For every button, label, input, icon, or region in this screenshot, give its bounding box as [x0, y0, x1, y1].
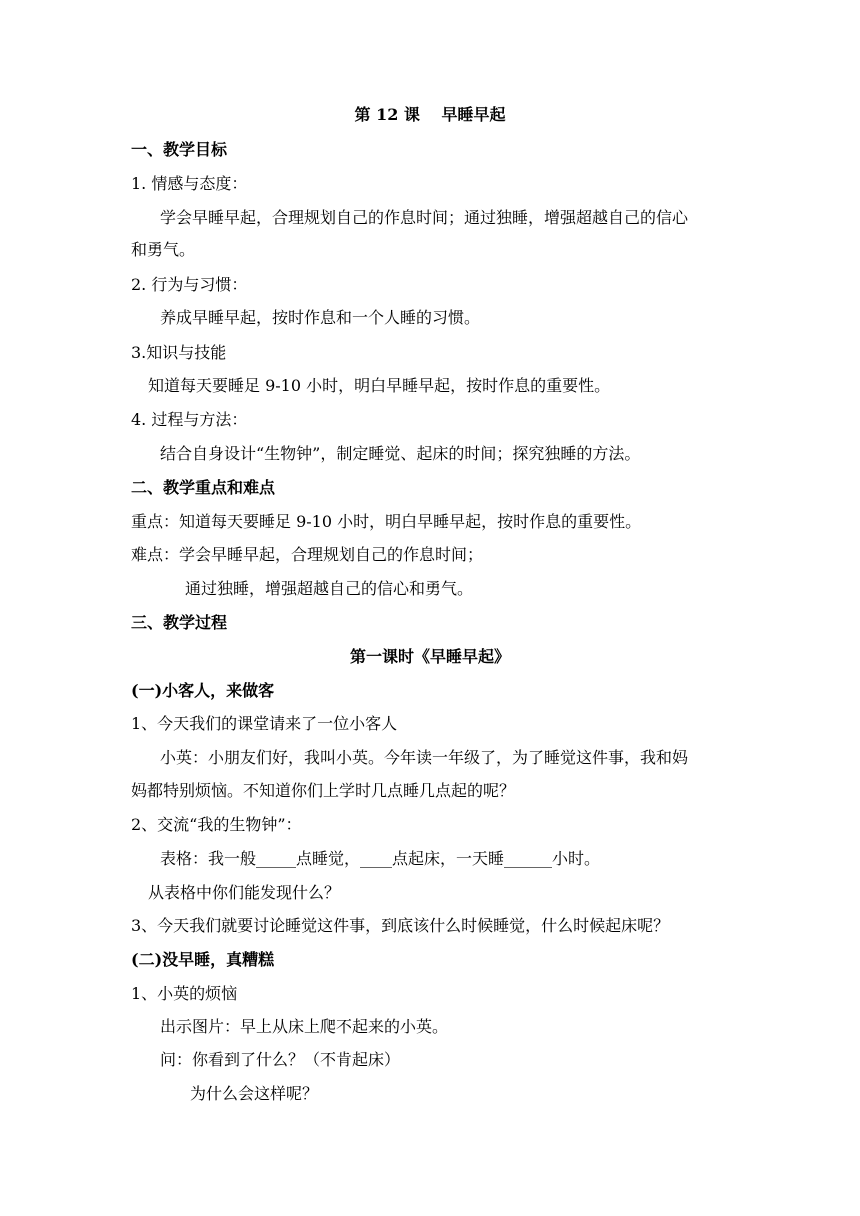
part-1-step-2: 2、交流“我的生物钟”：: [131, 815, 302, 834]
goal-2-text: 养成早睡早起，按时作息和一个人睡的习惯。: [160, 308, 481, 327]
part-1-step-2-question: 从表格中你们能发现什么？: [148, 883, 341, 902]
section-heading-key-points: 二、教学重点和难点: [131, 478, 276, 497]
goal-1-text-line-2: 和勇气。: [131, 240, 196, 259]
part-1-step-2-table: 表格：我一般_____点睡觉，____点起床，一天睡______小时。: [160, 849, 601, 868]
section-heading-objectives: 一、教学目标: [131, 140, 228, 159]
goal-3-text: 知道每天要睡足 9-10 小时，明白早睡早起，按时作息的重要性。: [148, 376, 611, 395]
key-point-text: 重点：知道每天要睡足 9-10 小时，明白早睡早起，按时作息的重要性。: [131, 512, 642, 531]
section-heading-process: 三、教学过程: [131, 613, 228, 632]
lesson-main-title: 第 12 课 早睡早起: [354, 105, 506, 124]
part-2-step-1-question: 问：你看到了什么？（不肯起床）: [160, 1050, 401, 1069]
part-1-step-1-dialogue-line-2: 妈都特别烦恼。不知道你们上学时几点睡几点起的呢？: [131, 781, 516, 800]
part-1-heading: (一)小客人，来做客: [131, 681, 275, 700]
part-2-step-1-picture-note: 出示图片：早上从床上爬不起来的小英。: [160, 1017, 449, 1036]
goal-4-label: 4. 过程与方法：: [131, 410, 248, 429]
difficulty-text-line-2: 通过独睡，增强超越自己的信心和勇气。: [185, 579, 474, 598]
part-2-heading: (二)没早睡，真糟糕: [131, 950, 275, 969]
part-1-step-3: 3、今天我们就要讨论睡觉这件事，到底该什么时候睡觉，什么时候起床呢？: [131, 916, 670, 935]
difficulty-text-line-1: 难点：学会早睡早起，合理规划自己的作息时间；: [131, 545, 484, 564]
goal-2-label: 2. 行为与习惯：: [131, 275, 248, 294]
goal-1-label: 1. 情感与态度：: [131, 174, 248, 193]
lesson-subtitle: 第一课时《早睡早起》: [349, 647, 510, 666]
part-2-step-1-followup: 为什么会这样呢？: [190, 1084, 319, 1103]
goal-3-label: 3.知识与技能: [131, 343, 227, 362]
part-1-step-1-dialogue-line-1: 小英：小朋友们好，我叫小英。今年读一年级了，为了睡觉这件事，我和妈: [160, 748, 689, 767]
goal-4-text: 结合自身设计“生物钟”，制定睡觉、起床的时间；探究独睡的方法。: [160, 444, 641, 463]
goal-1-text-line-1: 学会早睡早起，合理规划自己的作息时间；通过独睡，增强超越自己的信心: [160, 208, 689, 227]
part-2-step-1: 1、小英的烦恼: [131, 984, 238, 1003]
part-1-step-1: 1、今天我们的课堂请来了一位小客人: [131, 714, 398, 733]
